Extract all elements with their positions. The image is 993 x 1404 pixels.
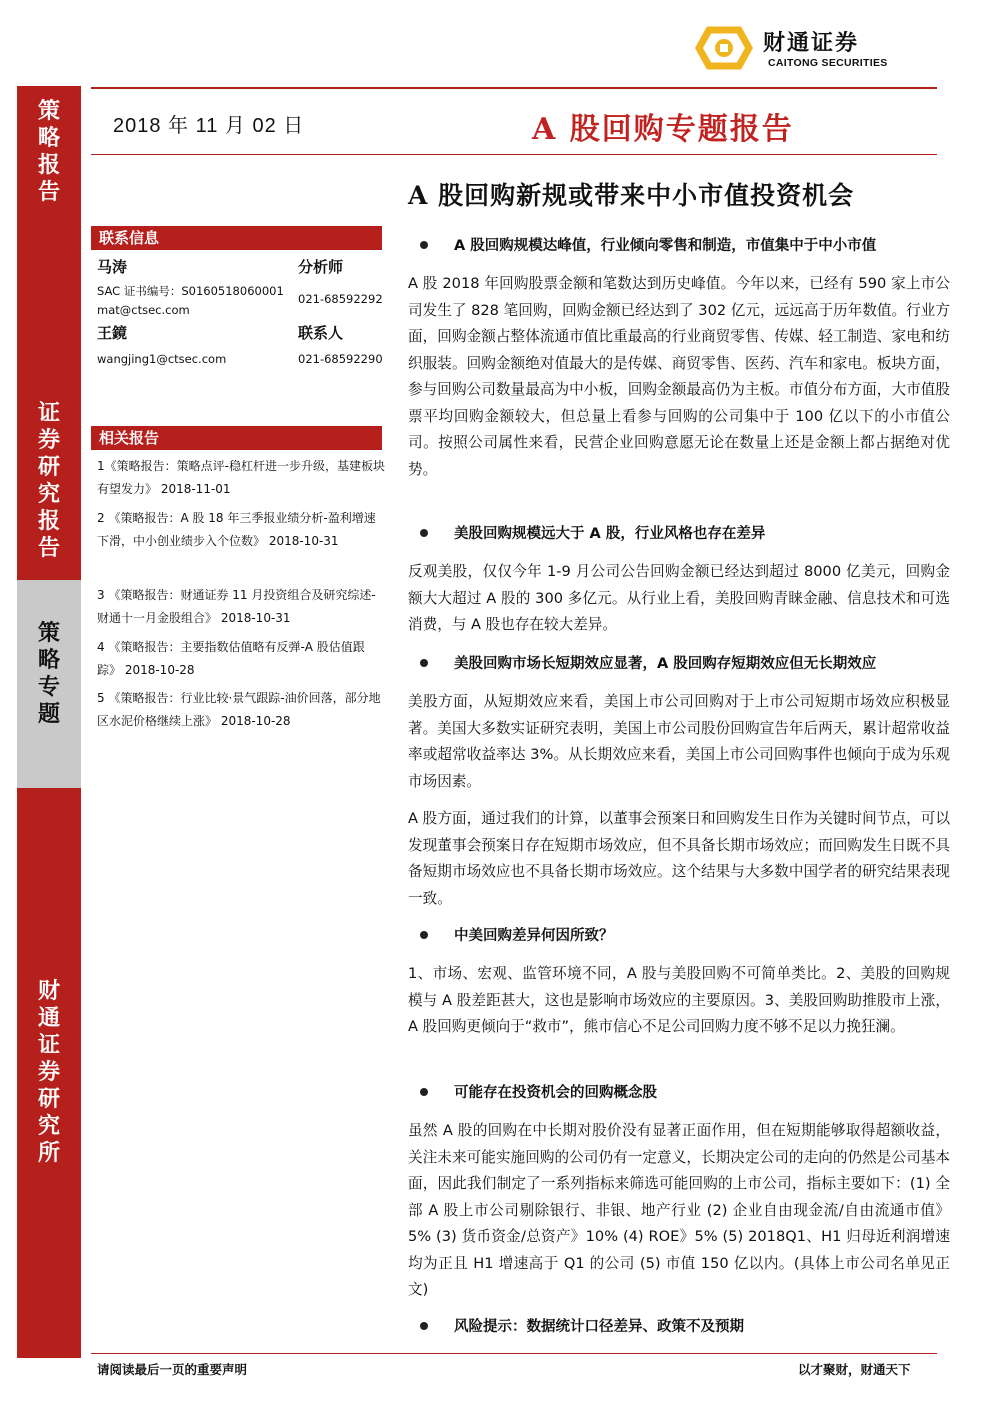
report-date: 2018 年 11 月 02 日 bbox=[113, 115, 305, 137]
bullet-dot-icon bbox=[420, 241, 428, 249]
paragraph-1: A 股 2018 年回购股票金额和笔数达到历史峰值。今年以来，已经有 590 家上市公司发生了 828 笔回购，回购金额已经达到了 302 亿元，远远高于历年数值。行业方面，回购金额占整体流通市值比重最高的行业商贸零售、传媒、轻工制造、家电和纺织服装。回购金额绝对值最大的是传媒、商贸零售、医药、汽车和家电。板块方面，参与回购公司数量最高为中小板，回购金额最高仍为主板。市值分布方面，大市值股票平均回购金额较大，但总量上看参与回购的公司集中于 100 亿以下的小市值公司。按照公司属性来看，民营企业回购意愿无论在数量上还是金额上都占据绝对优势。 bbox=[408, 275, 950, 478]
paragraph-5: 1、市场、宏观、监管环境不同，A 股与美股回购不可简单类比。2、美股的回购规模与 A 股差距甚大，这也是影响市场效应的主要原因。3、美股回购助推股市上涨，A 股回购更倾向于“救市”，熊市信心不足公司回购力度不够不足以力挽狂澜。 bbox=[408, 965, 950, 1035]
paragraph-2: 反观美股，仅仅今年 1-9 月公司公告回购金额已经达到超过 8000 亿美元，回购金额大大超过 A 股的 300 多亿元。从行业上看，美股回购青睐金融、信息技术和可选消费，与 A 股也存在较大差异。 bbox=[408, 563, 950, 633]
section-bullet-4 bbox=[408, 926, 950, 946]
bullet-text: 可能存在投资机会的回购概念股 bbox=[454, 1085, 657, 1101]
contacts-heading: 联系信息 bbox=[91, 226, 382, 250]
bullet-text: 风险提示：数据统计口径差异、政策不及预期 bbox=[454, 1319, 744, 1335]
paragraph-3: 美股方面，从短期效应来看，美国上市公司回购对于上市公司短期市场效应积极显著。美国大多数实证研究表明，美国上市公司股份回购宣告年后两天，累计超常收益率或超常收益率达 3%。从长期效应来看，美国上市公司回购事件也倾向于成为乐观市场因素。 bbox=[408, 693, 950, 790]
sidebar-institute bbox=[17, 788, 81, 1358]
logo-english-name: CAITONG SECURITIES bbox=[768, 57, 888, 69]
analyst-phone: 021-68592292 bbox=[298, 292, 383, 306]
analyst-name: 马涛 bbox=[97, 258, 128, 276]
footer-divider bbox=[91, 1353, 937, 1354]
section-bullet-1 bbox=[408, 236, 950, 256]
related-report-item[interactable]: 1《策略报告：策略点评-稳杠杆进一步升级，基建板块有望发力》 2018-11-01 bbox=[97, 459, 385, 496]
section-bullet-2 bbox=[408, 524, 950, 544]
sidebar-label-strategy-report: 策略报告 bbox=[37, 98, 60, 205]
sidebar-label-institute: 财通证券研究所 bbox=[37, 978, 60, 1166]
paragraph-6: 虽然 A 股的回购在中长期对股价没有显著正面作用，但在短期能够取得超额收益，关注未来可能实施回购的公司仍有一定意义，长期决定公司的走向的仍然是公司基本面，因此我们制定了一系列指标来筛选可能回购的上市公司，指标主要如下：(1) 全部 A 股上市公司剔除银行、非银、地产行业 (2) 企业自由现金流/自由流通市值》5% (3) 货币资金/总资产》10% (4) ROE》5% (5) 2018Q1、H1 归母近利润增速均为正且 H1 增速高于 Q1 的公司 (5) 市值 150 亿以内。(具体上市公司名单见正文) bbox=[408, 1122, 950, 1298]
contact-phone: 021-68592290 bbox=[298, 352, 383, 366]
report-type-title: A 股回购专题报告 bbox=[532, 112, 794, 147]
sidebar-label-strategy-topic: 策略专题 bbox=[37, 620, 60, 727]
sidebar-securities-research bbox=[17, 388, 81, 580]
risk-warning bbox=[408, 1317, 950, 1337]
sidebar-strategy-report bbox=[17, 86, 81, 388]
bullet-dot-icon bbox=[420, 931, 428, 939]
analyst-email[interactable]: mat@ctsec.com bbox=[97, 303, 190, 317]
section-bullet-5 bbox=[408, 1083, 950, 1103]
analyst-role: 分析师 bbox=[298, 258, 344, 276]
bullet-dot-icon bbox=[420, 659, 428, 667]
report-headline: A 股回购新规或带来中小市值投资机会 bbox=[408, 181, 855, 210]
analyst-cert: SAC 证书编号：S0160518060001 bbox=[97, 284, 284, 298]
bullet-dot-icon bbox=[420, 529, 428, 537]
contact-name: 王鏡 bbox=[97, 324, 128, 342]
related-report-item[interactable]: 3 《策略报告：财通证券 11 月投资组合及研究综述-财通十一月金股组合》 2018-10-31 bbox=[97, 588, 376, 625]
logo-emblem-icon bbox=[694, 22, 754, 74]
bullet-text: 中美回购差异何因所致？ bbox=[454, 928, 614, 944]
contact-role: 联系人 bbox=[298, 324, 344, 342]
related-report-item[interactable]: 4 《策略报告：主要指数估值略有反弹-A 股估值跟踪》 2018-10-28 bbox=[97, 640, 365, 677]
bullet-text: 美股回购规模远大于 A 股，行业风格也存在差异 bbox=[454, 526, 766, 542]
related-report-item[interactable]: 2 《策略报告：A 股 18 年三季报业绩分析-盈利增速下滑，中小创业绩步入个位数》 2018-10-31 bbox=[97, 511, 376, 548]
related-reports-heading: 相关报告 bbox=[91, 426, 382, 450]
section-bullet-3 bbox=[408, 654, 950, 674]
logo-chinese-name: 财通证券 bbox=[763, 31, 860, 56]
paragraph-4: A 股方面，通过我们的计算，以董事会预案日和回购发生日作为关键时间节点，可以发现董事会预案日存在短期市场效应，但不具备长期市场效应；而回购发生日既不具备短期市场效应也不具备长期市场效应。这个结果与大多数中国学者的研究结果表现一致。 bbox=[408, 810, 950, 907]
related-report-item[interactable]: 5 《策略报告：行业比较·景气跟踪-油价回落，部分地区水泥价格继续上涨》 2018-10-28 bbox=[97, 691, 381, 728]
sidebar-label-securities-research: 证券研究报告 bbox=[37, 400, 60, 561]
bullet-dot-icon bbox=[420, 1088, 428, 1096]
footer-slogan: 以才聚财，财通天下 bbox=[798, 1362, 911, 1377]
bullet-dot-icon bbox=[420, 1322, 428, 1330]
footer-disclaimer-note: 请阅读最后一页的重要声明 bbox=[97, 1362, 248, 1377]
bullet-text: A 股回购规模达峰值，行业倾向零售和制造，市值集中于中小市值 bbox=[454, 238, 877, 254]
header-divider bbox=[91, 87, 937, 89]
bullet-text: 美股回购市场长短期效应显著，A 股回购存短期效应但无长期效应 bbox=[454, 656, 877, 672]
contact-email[interactable]: wangjing1@ctsec.com bbox=[97, 352, 227, 366]
sidebar-strategy-topic bbox=[17, 580, 81, 788]
title-divider bbox=[91, 154, 937, 155]
